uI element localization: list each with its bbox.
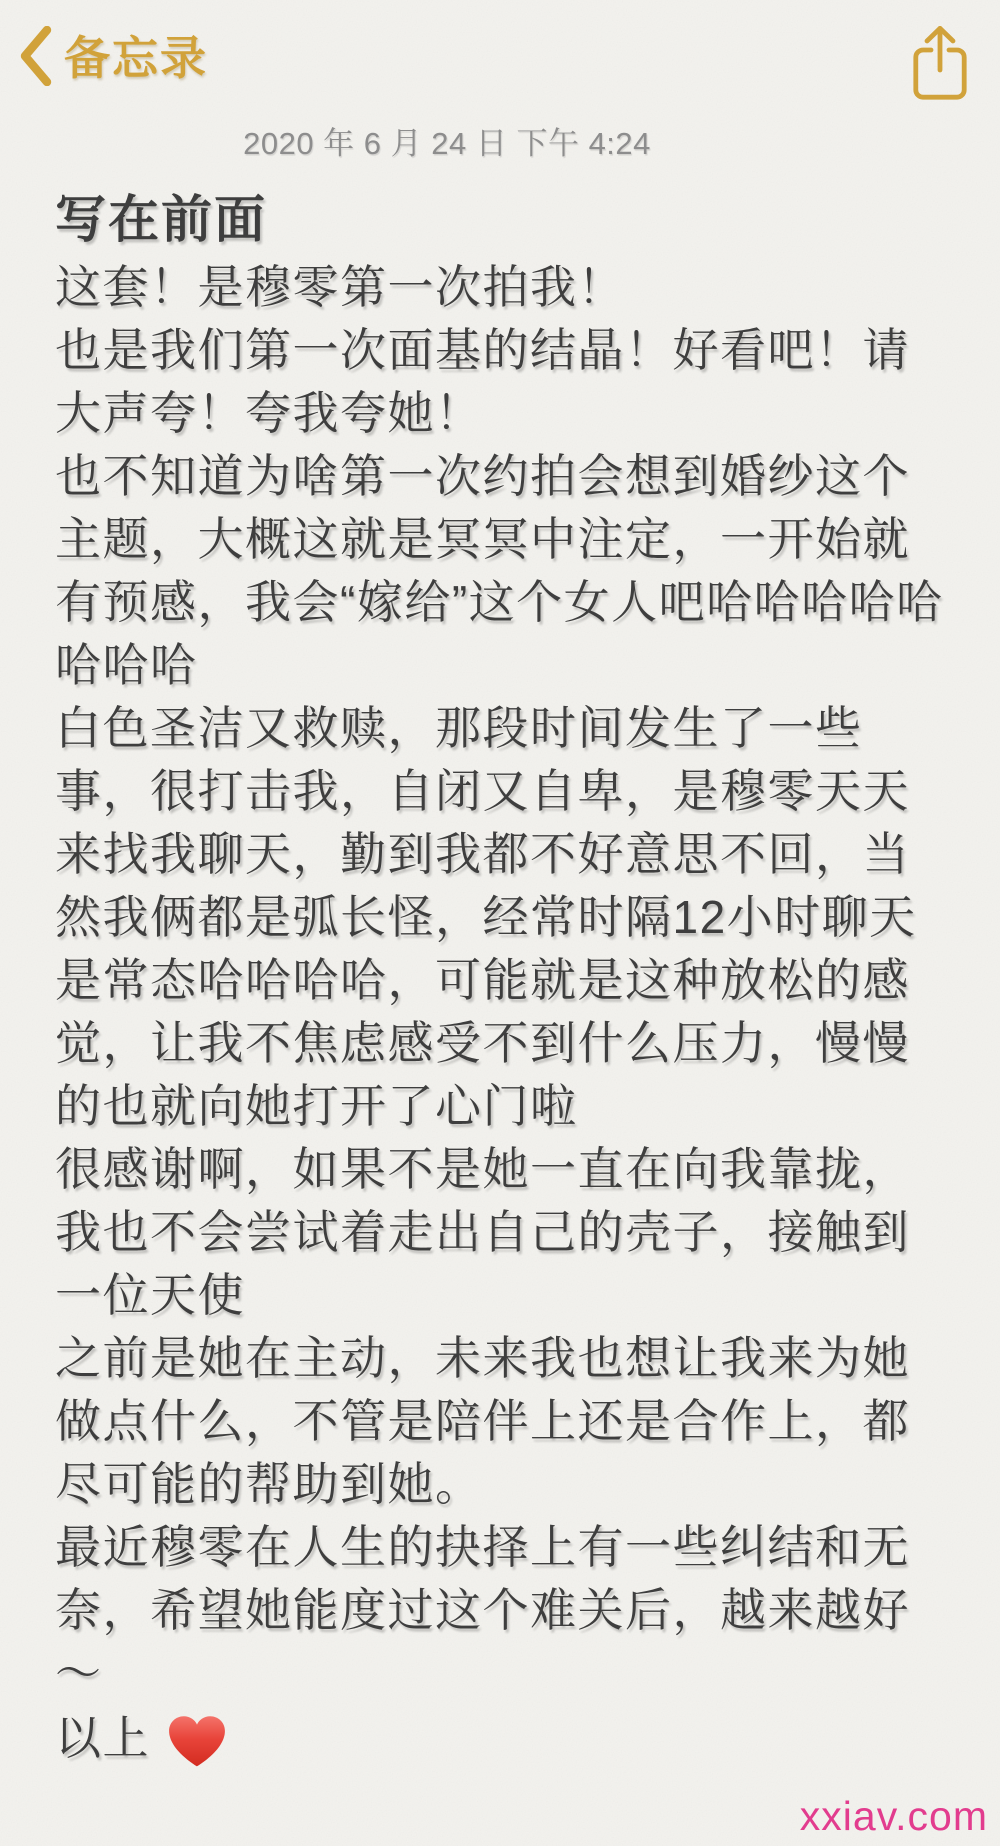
note-paragraph: 很感谢啊，如果不是她一直在向我靠拢，我也不会尝试着走出自己的壳子，接触到一位天使 [55,1143,910,1321]
back-button[interactable] [18,22,208,88]
note-paragraph: 白色圣洁又救赎，那段时间发生了一些事，很打击我，自闭又自卑，是穆零天天来找我聊天，勤到我都不好意思不回，当然我俩都是弧长怪，经常时隔12小时聊天是常态哈哈哈哈，可能就是这种放松的感觉，让我不焦虑感受不到什么压力，慢慢的也就向她打开了心门啦 [55,702,917,1132]
share-icon [908,24,972,102]
chevron-left-icon [18,26,52,86]
note-paragraph: 之前是她在主动，未来我也想让我来为她做点什么，不管是陪伴上还是合作上，都尽可能的帮助到她。 [55,1332,910,1510]
back-button-label: 备忘录 [64,32,208,84]
note-paragraph: 也是我们第一次面基的结晶！好看吧！请大声夸！夸我夸她！ [55,324,910,439]
watermark: xxiav.com [799,1793,988,1839]
note-paragraph: 这套！是穆零第一次拍我！ [55,261,625,313]
note-paragraph: 也不知道为啥第一次约拍会想到婚纱这个主题，大概这就是冥冥中注定，一开始就有预感，我会“嫁给”这个女人吧哈哈哈哈哈哈哈哈 [55,450,944,691]
note-title: 写在前面 [55,191,268,248]
red-heart-icon [168,1715,226,1768]
closing-text: 以上 [55,1712,150,1764]
nav-bar [0,0,1000,102]
note-date: 2020 年 6 月 24 日 下午 4:24 [243,126,651,161]
note-closing-line [55,1707,946,1770]
note-paragraph: 最近穆零在人生的抉择上有一些纠结和无奈，希望她能度过这个难关后，越来越好～ [55,1521,910,1699]
share-button[interactable] [908,22,972,107]
note-editor[interactable] [0,163,1000,1770]
